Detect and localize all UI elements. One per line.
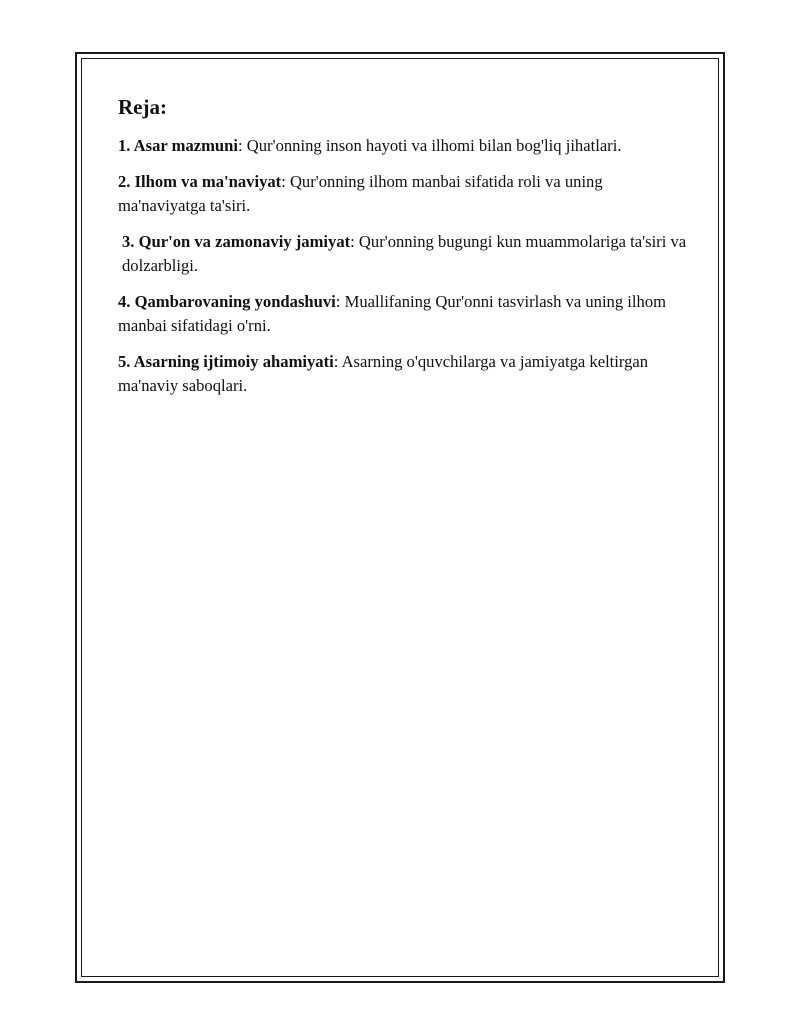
plan-item-1 [118, 134, 688, 158]
plan-item-text: Asarning o'quvchilarga va jamiyatga keltirgan ma'naviy saboqlari. [118, 352, 649, 395]
plan-item-separator: : [238, 136, 247, 155]
plan-item-separator: : [335, 292, 345, 311]
plan-item-term: 2. Ilhom va ma'naviyat [118, 172, 282, 191]
plan-item-5 [118, 350, 688, 398]
plan-item-text: Qur'onning bugungi kun muammolariga ta'siri va dolzarbligi. [122, 232, 687, 275]
document-content [118, 94, 688, 410]
plan-item-text: Qur'onning inson hayoti va ilhomi bilan bog'liq jihatlari. [246, 136, 622, 155]
plan-item-text: Muallifaning Qur'onni tasvirlash va uning ilhom manbai sifatidagi o'rni. [118, 292, 667, 335]
plan-item-4 [118, 290, 688, 338]
plan-heading: Reja: [118, 95, 167, 119]
plan-item-3 [118, 230, 688, 278]
plan-item-term: 1. Asar mazmuni [118, 136, 239, 155]
plan-item-2 [118, 170, 688, 218]
plan-item-separator: : [350, 232, 359, 251]
plan-item-term: 3. Qur'on va zamonaviy jamiyat [122, 232, 351, 251]
plan-item-term: 4. Qambarovaning yondashuvi [118, 292, 336, 311]
plan-item-text: Qur'onning ilhom manbai sifatida roli va uning ma'naviyatga ta'siri. [118, 172, 603, 215]
plan-item-separator: : [281, 172, 290, 191]
plan-item-separator: : [333, 352, 342, 371]
plan-item-term: 5. Asarning ijtimoiy ahamiyati [118, 352, 334, 371]
